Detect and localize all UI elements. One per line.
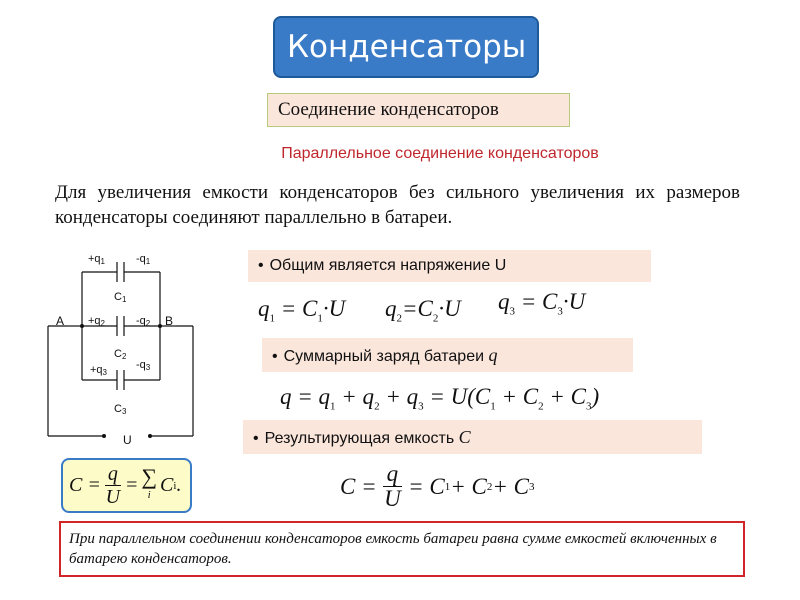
svg-text:C3: C3: [114, 403, 127, 416]
point-resulting-capacity: • Результирующая емкость C: [243, 420, 702, 454]
point-total-charge: • Суммарный заряд батареи q: [262, 338, 633, 372]
point-common-voltage: • Общим является напряжение U: [248, 250, 651, 282]
section-heading: Параллельное соединение конденсаторов: [281, 145, 599, 162]
formula-q3: $q_3 = C_3\cdot U$: [498, 289, 586, 318]
svg-text:-q1: -q1: [136, 253, 151, 266]
svg-text:+q3: +q3: [90, 364, 107, 377]
label-minus-q1: -q: [136, 253, 146, 265]
slide-subtitle: Соединение конденсаторов: [267, 93, 570, 127]
formula-q2: $q_2=C_2\cdot U$: [385, 296, 461, 325]
label-minus-q3: -q: [136, 359, 146, 371]
svg-text:C2: C2: [114, 348, 127, 361]
svg-text:-q2: -q2: [136, 315, 151, 328]
label-minus-q2: -q: [136, 315, 146, 327]
node-b-label: B: [165, 314, 174, 328]
svg-text:C1: C1: [114, 291, 127, 304]
svg-text:+q1: +q1: [88, 253, 105, 266]
node-a-label: A: [56, 314, 65, 328]
label-c2: C: [114, 348, 122, 360]
parallel-circuit-diagram: [40, 245, 210, 450]
svg-text:-q3: -q3: [136, 359, 151, 372]
label-c1: C: [114, 291, 122, 303]
svg-text:+q2: +q2: [88, 315, 105, 328]
voltage-label: U: [123, 433, 132, 447]
label-c3: C: [114, 403, 122, 415]
label-plus-q3: +q: [90, 364, 103, 376]
formula-q1: $q_1 = C_1\cdot U$: [258, 296, 346, 325]
slide-title: Конденсаторы: [273, 16, 539, 78]
formula-sum-box: C = $\frac{q}{U}$ = ∑ i C i .: [61, 458, 192, 513]
label-plus-q2: +q: [88, 315, 101, 327]
formula-capacity: C = $\frac{q}{U}$ = C 1 + C 2 + C 3: [340, 461, 535, 511]
intro-paragraph: Для увеличения емкости конденсаторов без сильного увеличения их размеров конденсаторы соединяют параллельно в батареи.: [55, 182, 740, 228]
conclusion-box: При параллельном соединении конденсаторов емкость батареи равна сумме емкостей включенных в батарею конденсаторов.: [59, 521, 745, 577]
formula-total-charge: $q = q_1 + q_2 + q_3 = U(C_1 + C_2 + C_3)$: [280, 384, 600, 413]
sigma-symbol: ∑: [141, 463, 158, 489]
label-plus-q1: +q: [88, 253, 101, 265]
